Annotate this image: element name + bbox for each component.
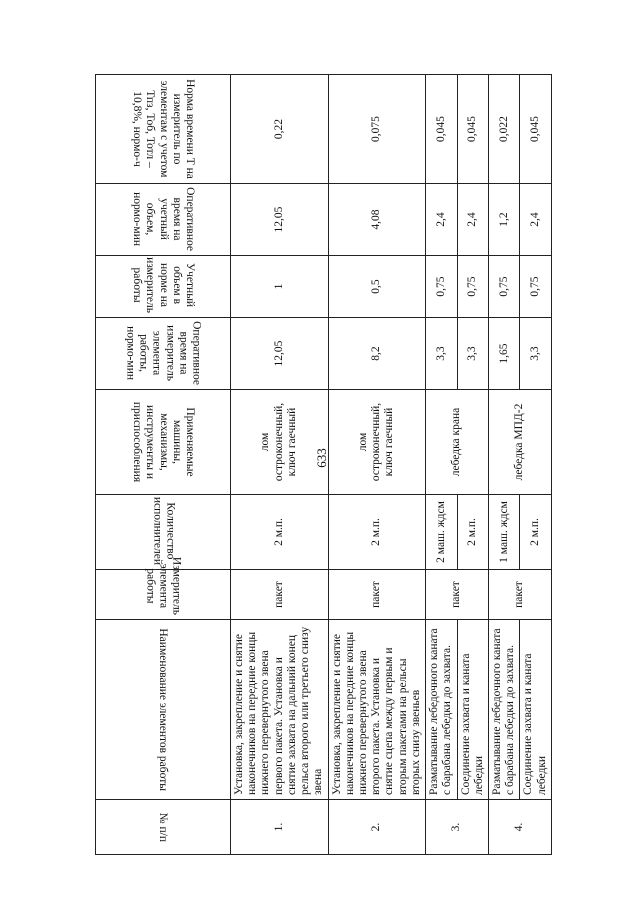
row-op-time-b: 3,3	[457, 318, 488, 390]
row-count: 2 м.п.	[231, 495, 329, 570]
header-op-time: Оперативное время на измеритель элемента работы, нормо-мин	[96, 318, 231, 390]
row-norm-b: 0,045	[520, 75, 551, 184]
header-vol: Учетный объем в норме на измеритель работы	[96, 256, 231, 318]
header-count: Количество исполнителей	[96, 495, 231, 570]
row-num: 1.	[231, 800, 329, 855]
row-op-norm: 4,08	[328, 184, 426, 256]
row-norm-a: 0,045	[426, 75, 457, 184]
row-norm: 0,075	[328, 75, 426, 184]
row-meter: пакет	[328, 570, 426, 620]
page-number: 633	[313, 448, 329, 468]
table-row	[231, 75, 329, 855]
row-tools: лебедка МПД-2	[488, 390, 551, 495]
row-norm: 0,22	[231, 75, 329, 184]
table-row	[328, 75, 426, 855]
row-op-norm-a: 2,4	[426, 184, 457, 256]
row-op-norm-a: 1,2	[488, 184, 519, 256]
row-vol: 0,5	[328, 256, 426, 318]
row-op-time-a: 3,3	[426, 318, 457, 390]
row-name-b: Соединение захвата и каната лебедки	[457, 620, 488, 800]
row-count-a: 2 маш. ждсм	[426, 495, 457, 570]
header-name: Наименование элементов работы	[96, 620, 231, 800]
row-meter: пакет	[426, 570, 489, 620]
row-name: Установка, закрепление и снятие наконечников на передние концы нижнего перевернутого звена первого пакета. Установка и снятие захвата на дальний конец рельса второго или третьего снизу звена	[231, 620, 329, 800]
table-row	[426, 75, 457, 855]
row-op-time-b: 3,3	[520, 318, 551, 390]
row-tools: лебедка крана	[426, 390, 489, 495]
row-vol-b: 0,75	[520, 256, 551, 318]
header-num: № п/п	[96, 800, 231, 855]
header-meter: Измеритель элемента работы	[96, 570, 231, 620]
row-op-time: 12,05	[231, 318, 329, 390]
row-name-a: Разматывание лебедочного каната с барабана лебедки до захвата.	[426, 620, 457, 800]
table-row	[488, 75, 519, 855]
row-op-time-a: 1,65	[488, 318, 519, 390]
row-name-a: Разматывание лебедочного каната с барабана лебедки до захвата.	[488, 620, 519, 800]
row-meter: пакет	[488, 570, 551, 620]
row-num: 4.	[488, 800, 551, 855]
row-op-norm-b: 2,4	[520, 184, 551, 256]
work-norms-table	[95, 74, 552, 855]
header-op-norm: Оперативное время на учетный объем, нормо-мин	[96, 184, 231, 256]
row-name-b: Соединение захвата и каната лебедки	[520, 620, 551, 800]
row-meter: пакет	[231, 570, 329, 620]
row-num: 3.	[426, 800, 489, 855]
row-op-norm-b: 2,4	[457, 184, 488, 256]
row-tools: лом остроконечный, ключ гаечный	[231, 390, 329, 495]
row-count-b: 2 м.п.	[520, 495, 551, 570]
header-norm: Норма времени Т на измеритель по элементам с учетом Тпз, Тоб, Тотл – 10,8%, нормо-ч	[96, 75, 231, 184]
row-norm-a: 0,022	[488, 75, 519, 184]
row-vol: 1	[231, 256, 329, 318]
row-vol-a: 0,75	[488, 256, 519, 318]
row-count: 2 м.п.	[328, 495, 426, 570]
row-tools: лом остроконечный, ключ гаечный	[328, 390, 426, 495]
rotated-table-container	[95, 75, 548, 855]
row-op-norm: 12,05	[231, 184, 329, 256]
row-count-b: 2 м.п.	[457, 495, 488, 570]
row-op-time: 8,2	[328, 318, 426, 390]
row-count-a: 1 маш. ждсм	[488, 495, 519, 570]
row-vol-a: 0,75	[426, 256, 457, 318]
row-norm-b: 0,045	[457, 75, 488, 184]
row-num: 2.	[328, 800, 426, 855]
header-tools: Применяемые машины, механизмы, инструменты и приспособления	[96, 390, 231, 495]
row-vol-b: 0,75	[457, 256, 488, 318]
header-row	[96, 75, 231, 855]
row-name: Установка, закрепление и снятие наконечников на передние концы нижнего перевернутого звена второго пакета. Установка и снятие сцепа между первым и вторым пакетами на рельсы вторых снизу звеньев	[328, 620, 426, 800]
